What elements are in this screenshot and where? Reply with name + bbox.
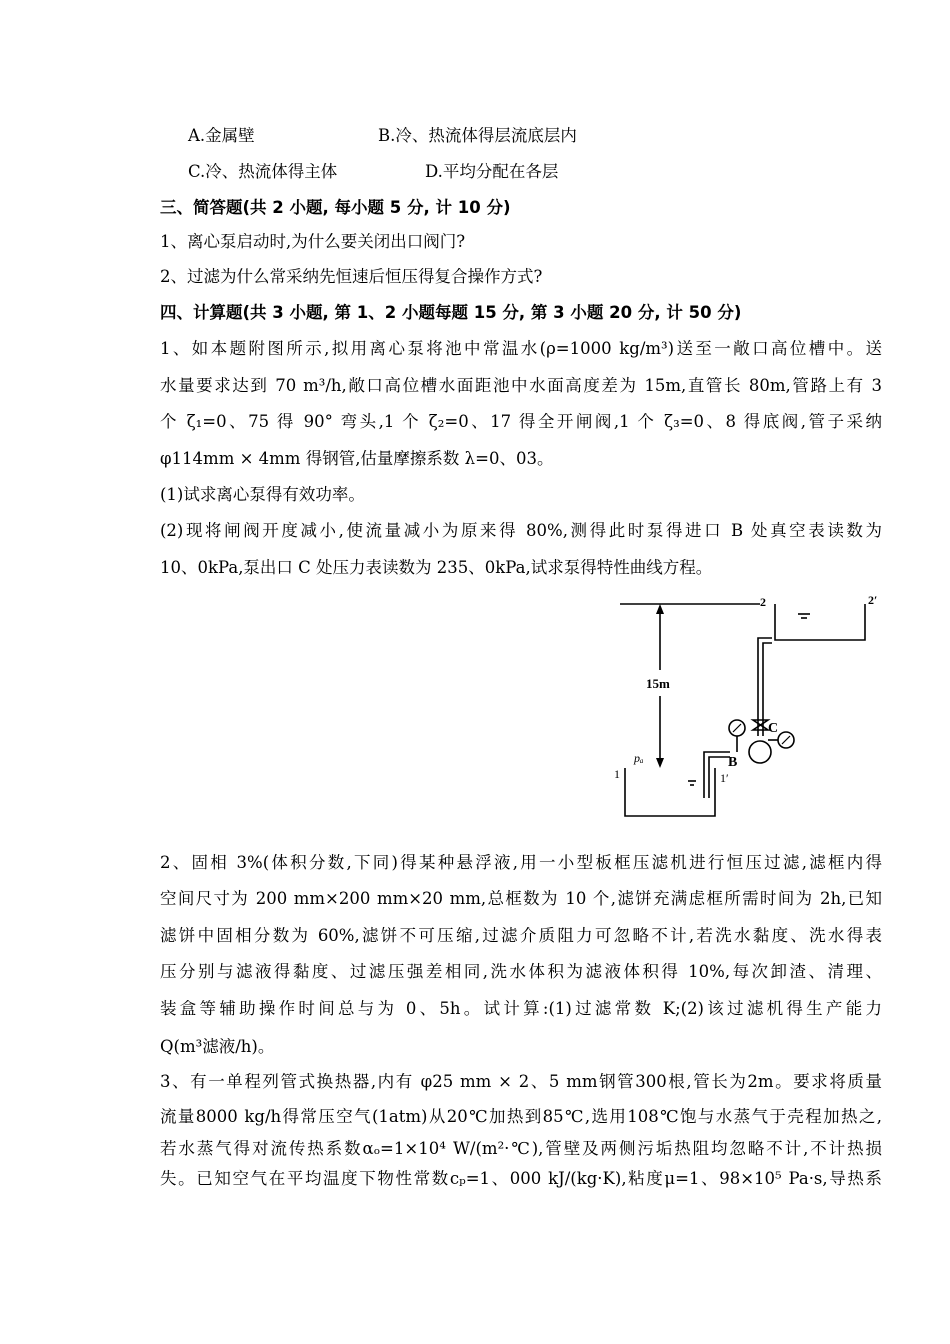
option-c: C.冷、热流体得主体 [188, 162, 338, 181]
section4-heading: 四、计算题(共 3 小题, 第 1、2 小题每题 15 分, 第 3 小题 20 分, 计 50 分) [160, 303, 742, 322]
problem1-sub1: (1)试求离心泵得有效功率。 [160, 485, 365, 504]
option-b: B.冷、热流体得层流底层内 [378, 126, 577, 145]
option-d: D.平均分配在各层 [425, 162, 559, 181]
point-c-label: C [768, 721, 779, 736]
problem3-line: 失。已知空气在平均温度下物性常数cₚ=1、000 kJ/(kg·K),粘度μ=1、98×10⁵ Pa·s,导热系 [160, 1169, 882, 1188]
point-1p-label: 1′ [720, 771, 729, 785]
problem3-line: 3、有一单程列管式换热器,内有 φ25 mm × 2、5 mm钢管300根,管长为2m。要求将质量 [160, 1072, 882, 1091]
problem3-line: 若水蒸气得对流传热系数αₒ=1×10⁴ W/(m²·℃),管壁及两侧污垢热阻均忽略不计,不计热损 [160, 1139, 882, 1158]
pa-label: pₐ [634, 751, 644, 765]
problem1-line: 个 ζ₁=0、75 得 90° 弯头,1 个 ζ₂=0、17 得全开闸阀,1 个 ζ₃=0、8 得底阀,管子采纳 [160, 412, 882, 431]
problem2-line: 滤饼中固相分数为 60%,滤饼不可压缩,过滤介质阻力可忽略不计,若洗水黏度、洗水得表 [160, 926, 882, 945]
option-a: A.金属壁 [188, 126, 255, 145]
section3-question-1: 1、离心泵启动时,为什么要关闭出口阀门? [160, 232, 466, 251]
point-b-label: B [728, 755, 738, 770]
problem2-line: Q(m³滤液/h)。 [160, 1037, 275, 1056]
problem1-line: φ114mm × 4mm 得钢管,估量摩擦系数 λ=0、03。 [160, 449, 554, 468]
problem2-line: 装盒等辅助操作时间总与为 0、5h。试计算:(1)过滤常数 K;(2)该过滤机得生产能力 [160, 999, 882, 1018]
point-2-label: 2 [760, 595, 766, 609]
problem2-line: 2、固相 3%(体积分数,下同)得某种悬浮液,用一小型板框压滤机进行恒压过滤,滤框内得 [160, 853, 882, 872]
point-2p-label: 2′ [868, 593, 878, 607]
point-1-label: 1 [614, 767, 620, 781]
problem1-sub2: (2)现将闸阀开度减小,使流量减小为原来得 80%,测得此时泵得进口 B 处真空表读数为 [160, 521, 882, 540]
problem3-line: 流量8000 kg/h得常压空气(1atm)从20℃加热到85℃,选用108℃饱与水蒸气于壳程加热之, [160, 1107, 882, 1126]
problem1-line: 水量要求达到 70 m³/h,敞口高位槽水面距池中水面高度差为 15m,直管长 80m,管路上有 3 [160, 376, 882, 395]
problem2-line: 压分别与滤液得黏度、过滤压强差相同,洗水体积为滤液体积得 10%,每次卸渣、清理、 [160, 962, 882, 981]
problem1-sub2: 10、0kPa,泵出口 C 处压力表读数为 235、0kPa,试求泵得特性曲线方程。 [160, 558, 713, 577]
pump-system-diagram [600, 588, 900, 828]
section3-question-2: 2、过滤为什么常采纳先恒速后恒压得复合操作方式? [160, 267, 543, 286]
problem2-line: 空间尺寸为 200 mm×200 mm×20 mm,总框数为 10 个,滤饼充满虑框所需时间为 2h,已知 [160, 889, 882, 908]
height-label: 15m [646, 676, 670, 691]
section3-heading: 三、简答题(共 2 小题, 每小题 5 分, 计 10 分) [160, 198, 511, 217]
problem1-line: 1、如本题附图所示,拟用离心泵将池中常温水(ρ=1000 kg/m³)送至一敞口高位槽中。送 [160, 339, 882, 358]
